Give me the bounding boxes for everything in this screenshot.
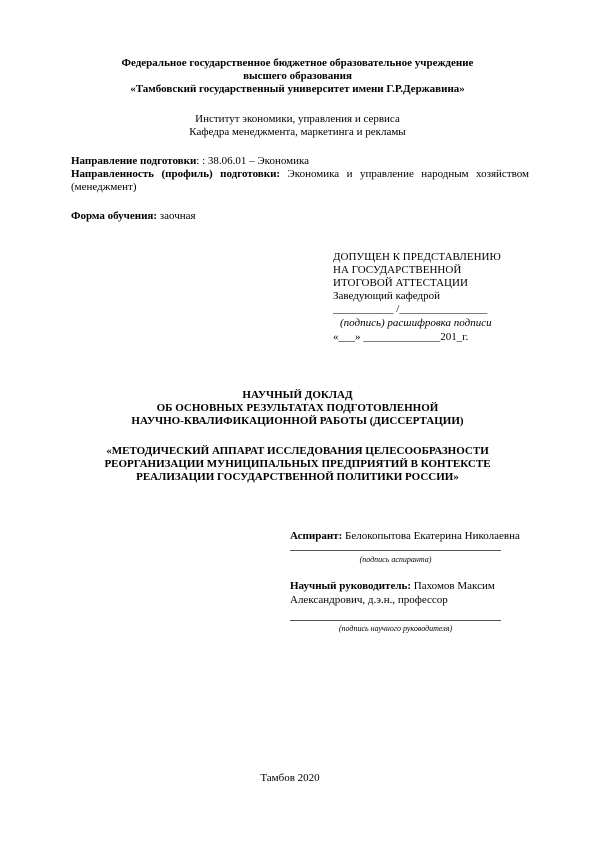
form-label: Форма обучения:	[71, 210, 158, 222]
supervisor-line	[290, 580, 550, 593]
supervisor-signature-rule	[290, 620, 501, 621]
profile-value-continued: (менеджмент)	[71, 181, 137, 193]
header-line-3: «Тамбовский государственный университет имени Г.Р.Державина»	[130, 83, 465, 95]
topic-line-2: РЕОРГАНИЗАЦИИ МУНИЦИПАЛЬНЫХ ПРЕДПРИЯТИЙ В КОНТЕКСТЕ	[104, 458, 491, 470]
student-name: Белокопытова Екатерина Николаевна	[342, 530, 520, 542]
profile-label: Направленность (профиль) подготовки:	[71, 168, 281, 180]
direction-line	[71, 155, 531, 168]
city-year: Тамбов 2020	[260, 772, 320, 784]
student-signature-rule	[290, 550, 501, 551]
institute-name: Институт экономики, управления и сервиса	[195, 113, 400, 125]
title-line-3: НАУЧНО-КВАЛИФИКАЦИОННОЙ РАБОТЫ (ДИССЕРТАЦИИ)	[131, 415, 464, 427]
date-line: «___» ______________201_г.	[333, 331, 469, 343]
supervisor-label: Научный руководитель:	[290, 580, 411, 592]
student-label: Аспирант:	[290, 530, 343, 542]
direction-value: : : 38.06.01 – Экономика	[196, 155, 310, 167]
title-line-2: ОБ ОСНОВНЫХ РЕЗУЛЬТАТАХ ПОДГОТОВЛЕННОЙ	[156, 402, 439, 414]
signature-caption: (подпись) расшифровка подписи	[340, 317, 492, 329]
supervisor-name: Пахомов Максим	[411, 580, 495, 592]
supervisor-name-continued: Александрович, д.э.н., профессор	[290, 594, 448, 606]
title-line-1: НАУЧНЫЙ ДОКЛАД	[242, 389, 353, 401]
admission-line-1: ДОПУЩЕН К ПРЕДСТАВЛЕНИЮ	[333, 251, 501, 263]
head-of-department: Заведующий кафедрой	[333, 290, 440, 302]
profile-value: Экономика и управление народным хозяйством	[280, 168, 529, 180]
signature-line: ___________ /________________	[333, 303, 488, 315]
student-signature-caption: (подпись аспиранта)	[359, 555, 432, 564]
admission-line-3: ИТОГОВОЙ АТТЕСТАЦИИ	[333, 277, 468, 289]
header-line-2: высшего образования	[243, 70, 352, 82]
department-name: Кафедра менеджмента, маркетинга и рекламы	[189, 126, 406, 138]
form-line	[71, 210, 196, 223]
form-value: заочная	[157, 210, 196, 222]
admission-line-2: НА ГОСУДАРСТВЕННОЙ	[333, 264, 462, 276]
profile-line	[71, 168, 529, 181]
topic-line-3: РЕАЛИЗАЦИИ ГОСУДАРСТВЕННОЙ ПОЛИТИКИ РОССИИ»	[136, 471, 459, 483]
topic-line-1: «МЕТОДИЧЕСКИЙ АППАРАТ ИССЛЕДОВАНИЯ ЦЕЛЕСООБРАЗНОСТИ	[106, 445, 489, 457]
student-line	[290, 530, 550, 543]
header-line-1: Федеральное государственное бюджетное образовательное учреждение	[121, 57, 474, 69]
direction-label: Направление подготовки	[71, 155, 197, 167]
supervisor-signature-caption: (подпись научного руководителя)	[338, 624, 453, 633]
